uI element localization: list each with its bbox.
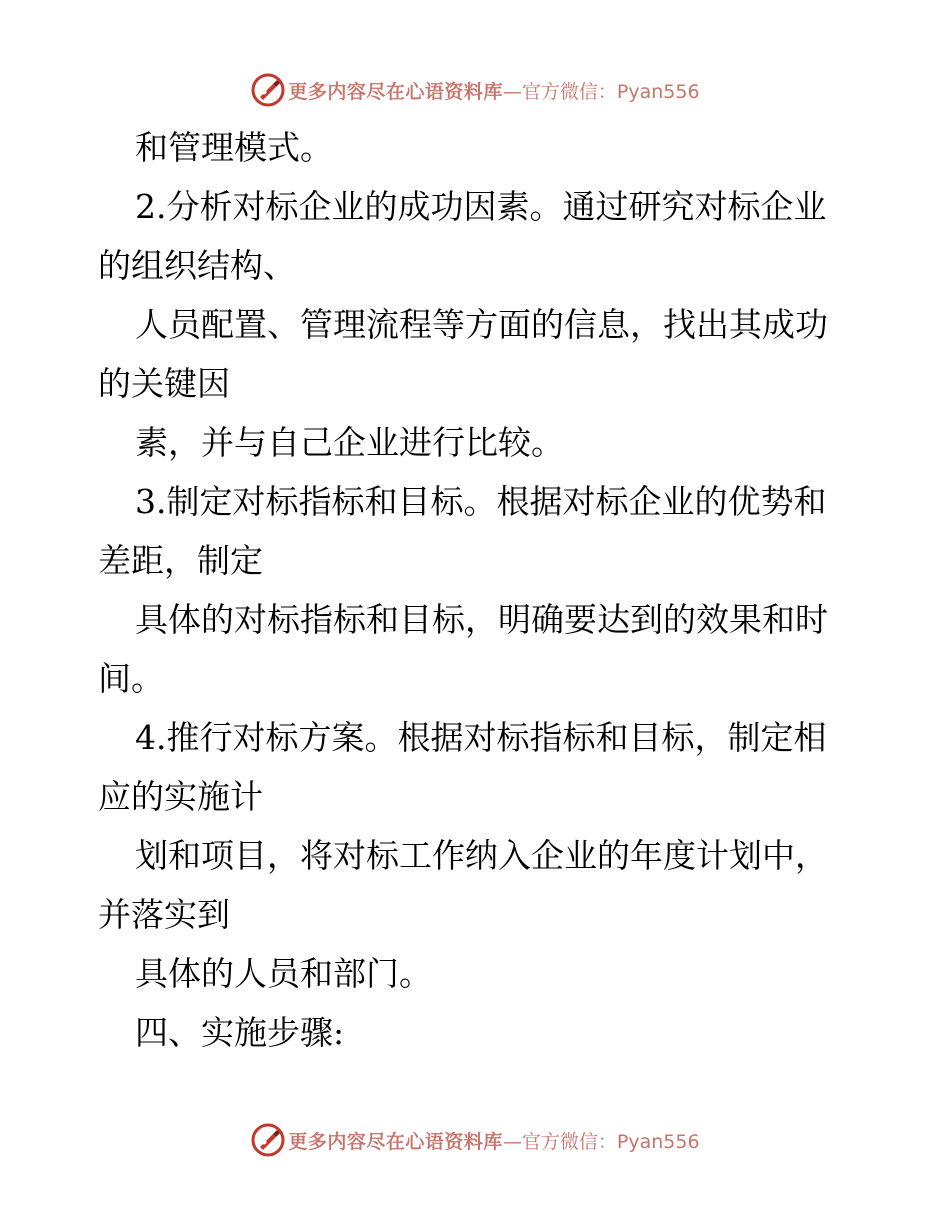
text-line: 划和项目，将对标工作纳入企业的年度计划中， bbox=[135, 836, 828, 875]
text-line: 间。 bbox=[98, 659, 164, 698]
text-line: 具体的对标指标和目标，明确要达到的效果和时 bbox=[135, 600, 828, 639]
watermark-sub-text: —官方微信：Pyan556 bbox=[502, 80, 700, 103]
pen-logo-icon bbox=[250, 1122, 286, 1158]
text-line: 人员配置、管理流程等方面的信息，找出其成功 bbox=[135, 305, 828, 344]
pen-logo-icon bbox=[250, 72, 286, 108]
text-line: 2.分析对标企业的成功因素。通过研究对标企业 bbox=[135, 187, 827, 226]
document-body bbox=[98, 118, 858, 1062]
text-line: 3.制定对标指标和目标。根据对标企业的优势和 bbox=[135, 482, 827, 521]
watermark-main-text: 更多内容尽在心语资料库 bbox=[288, 80, 503, 103]
footer-watermark bbox=[0, 1120, 950, 1160]
text-line: 具体的人员和部门。 bbox=[135, 954, 432, 993]
watermark-sub-text: —官方微信：Pyan556 bbox=[502, 1130, 700, 1153]
header-watermark bbox=[0, 70, 950, 110]
watermark-main-text: 更多内容尽在心语资料库 bbox=[288, 1130, 503, 1153]
text-line: 应的实施计 bbox=[98, 777, 263, 816]
text-line: 并落实到 bbox=[98, 895, 230, 934]
text-line: 四、实施步骤: bbox=[135, 1013, 345, 1052]
text-line: 差距，制定 bbox=[98, 541, 263, 580]
text-line: 素，并与自己企业进行比较。 bbox=[135, 423, 564, 462]
text-line: 的关键因 bbox=[98, 364, 230, 403]
text-line: 的组织结构、 bbox=[98, 246, 296, 285]
text-line: 和管理模式。 bbox=[135, 128, 333, 167]
text-line: 4.推行对标方案。根据对标指标和目标，制定相 bbox=[135, 718, 827, 757]
